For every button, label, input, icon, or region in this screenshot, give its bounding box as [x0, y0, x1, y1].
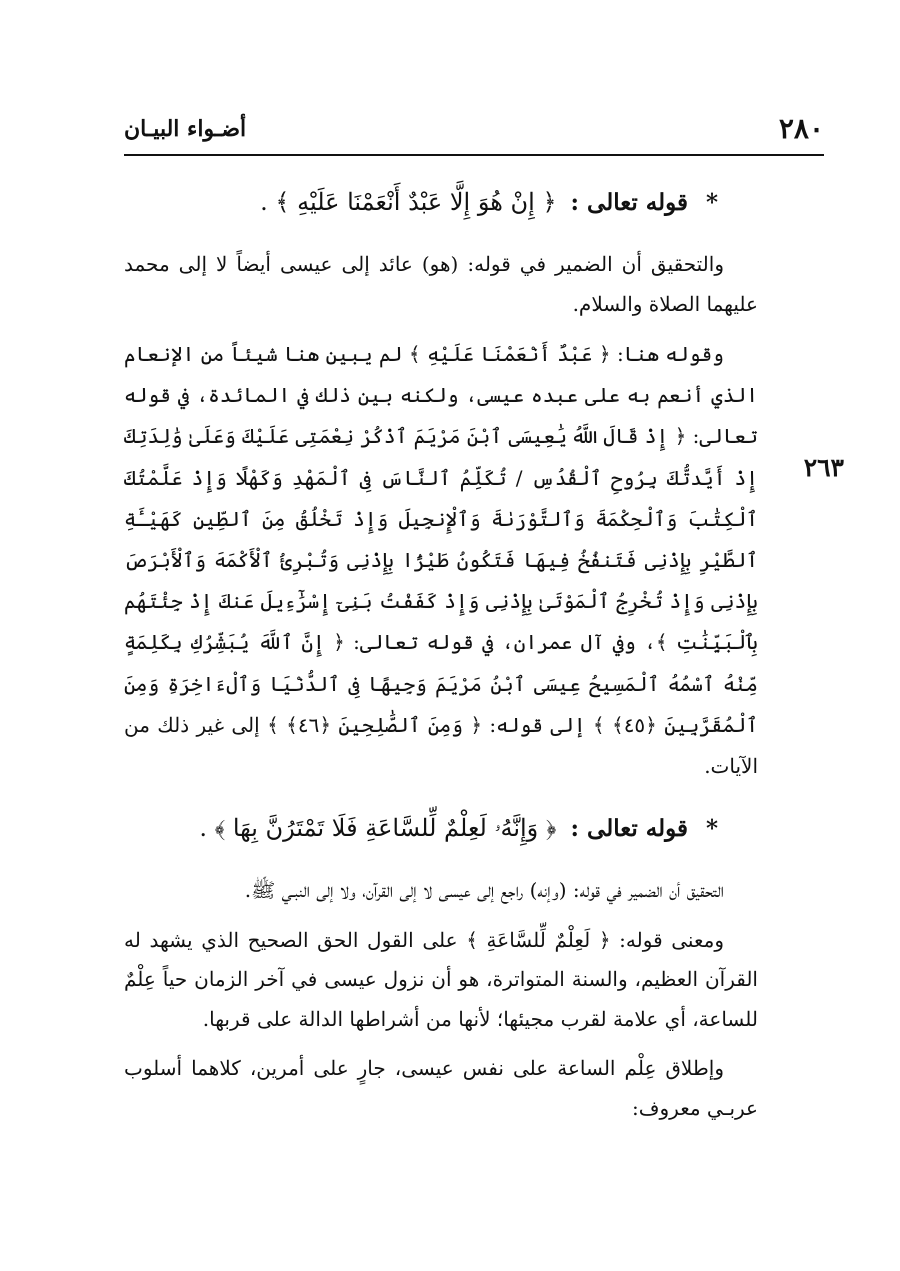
heading-verse: ﴿ إِنْ هُوَ إِلَّا عَبْدٌ أَنْعَمْنَا عَلَيْهِ ﴾ .: [260, 188, 557, 216]
section-heading: [124, 801, 718, 855]
heading-label: قوله تعالى :: [570, 189, 688, 216]
paragraph: ومعنى قوله: ﴿ لَعِلْمٌ لِّلسَّاعَةِ ﴾ على القول الحق الصحيح الذي يشهد له القرآن العظيم، والسنة المتواترة، هو أن نزول عيسى في آخر الزمان حياً عِلْمٌ للساعة، أي علامة لقرب مجيئها؛ لأنها من أشراطها الدالة على قربها.: [124, 927, 758, 1031]
paragraph: والتحقيق أن الضمير في قوله: (هو) عائد إلى عيسى أيضاً لا إلى محمد عليهما الصلاة والسلام.: [124, 252, 758, 316]
star-icon: *: [705, 815, 718, 843]
heading-verse: ﴿ وَإِنَّهُۥ لَعِلْمٌ لِّلسَّاعَةِ فَلَا تَمْتَرُنَّ بِهَا ﴾ .: [199, 814, 557, 843]
heading-label: قوله تعالى :: [570, 815, 688, 843]
page-body: [124, 175, 758, 1128]
star-icon: *: [705, 189, 718, 216]
paragraph: وقوله هنا: ﴿ عَبْدٌ أَنْعَمْنَا عَلَيْهِ ﴾ لم يبين هنا شيئاً من الإنعام الذي أنعم به على عبده عيسى، ولكنه بين ذلك في المائدة، في قوله تعالى: ﴿ إِذْ قَالَ اللَّهُ يَٰعِيسَى ٱبْنَ مَرْيَمَ ٱذْكُرْ نِعْمَتِى عَلَيْكَ وَعَلَىٰ وَٰلِدَتِكَ إِذْ أَيَّدتُّكَ بِرُوحِ ٱلْقُدُسِ / تُكَلِّمُ ٱلنَّاسَ فِى ٱلْمَهْدِ وَكَهْلًا وَإِذْ عَلَّمْتُكَ ٱلْكِتَٰبَ وَٱلْحِكْمَةَ وَٱلتَّوْرَىٰةَ وَٱلْإِنجِيلَ وَإِذْ تَخْلُقُ مِنَ ٱلطِّينِ كَهَيْـَٔةِ ٱلطَّيْرِ بِإِذْنِى فَتَنفُخُ فِيهَا فَتَكُونُ طَيْرًۢا بِإِذْنِى وَتُبْرِئُ ٱلْأَكْمَهَ وَٱلْأَبْرَصَ بِإِذْنِى وَإِذْ تُخْرِجُ ٱلْمَوْتَىٰ بِإِذْنِى وَإِذْ كَفَفْتُ بَنِىٓ إِسْرَٰٓءِيلَ عَنكَ إِذْ جِئْتَهُم بِٱلْبَيِّنَٰتِ ﴾، وفي آل عمران، في قوله تعالى: ﴿ إِنَّ ٱللَّهَ يُبَشِّرُكِ بِكَلِمَةٍ مِّنْهُ ٱسْمُهُ ٱلْمَسِيحُ عِيسَى ٱبْنُ مَرْيَمَ وَجِيهًا فِى ٱلدُّنْيَا وَٱلْءَاخِرَةِ وَمِنَ ٱلْمُقَرَّبِينَ ﴿٤٥﴾ ﴾ إلى قوله: ﴿ وَمِنَ ٱلصَّٰلِحِينَ ﴿٤٦﴾ ﴾ إلى غير ذلك من الآيات.: [124, 342, 758, 779]
margin-page-reference: ٢٦٣: [803, 453, 844, 482]
paragraph: وإطلاق عِلْم الساعة على نفس عيسى، جارٍ على أمرين، كلاهما أسلوب عربـي معروف:: [124, 1056, 758, 1120]
paragraph: التحقيق أن الضمير في قوله: (وإنه) راجع إلى عيسى لا إلى القرآن، ولا إلى النبـي ﷺ.: [244, 878, 724, 903]
book-title: أضـواء البيـان: [124, 116, 247, 142]
page-number: ٢٨٠: [778, 112, 824, 145]
section-heading: [124, 175, 718, 229]
page-header: [124, 112, 824, 156]
